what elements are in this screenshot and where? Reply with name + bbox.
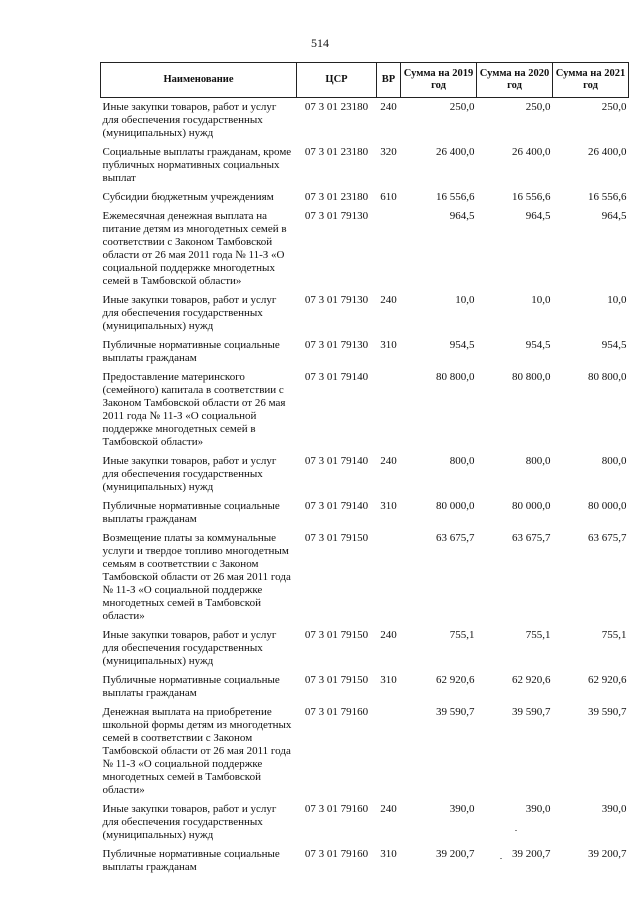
table-row — [101, 497, 629, 529]
row-name-cell: Иные закупки товаров, работ и услуг для обеспечения государственных (муниципальных) нужд — [102, 629, 277, 667]
table-row — [101, 336, 629, 368]
table-row — [101, 143, 629, 188]
row-vr-code-cell: 310 — [380, 848, 397, 860]
row-sum-2020-cell: 80 800,0 — [512, 371, 551, 383]
row-sum-2019-cell: 10,0 — [455, 294, 475, 306]
table-row — [101, 207, 629, 291]
row-sum-2020-cell: 63 675,7 — [512, 532, 551, 544]
row-sum-2019-cell: 755,1 — [449, 629, 475, 641]
table-header-row — [101, 63, 629, 98]
row-name-cell: Публичные нормативные социальные выплаты гражданам — [102, 500, 280, 525]
table-row — [101, 703, 629, 800]
row-name-cell: Иные закупки товаров, работ и услуг для обеспечения государственных (муниципальных) нужд — [102, 294, 277, 332]
table-row — [101, 800, 629, 845]
row-sum-2020-cell: 16 556,6 — [512, 191, 551, 203]
row-csr-code-cell: 07 3 01 23180 — [304, 146, 369, 158]
row-vr-code-cell — [377, 207, 401, 291]
row-csr-code-cell: 07 3 01 23180 — [304, 101, 369, 113]
row-sum-2021-cell: 964,5 — [601, 210, 627, 222]
row-name-cell: Ежемесячная денежная выплата на питание детям из многодетных семей в соответствии с Законом Тамбовской области от 26 мая 2011 года № 11-З «О социальной поддержке многодетных семей в Тамбовской области» — [102, 210, 287, 287]
row-name-cell: Предоставление материнского (семейного) капитала в соответствии с Законом Тамбовской области от 26 мая 2011 года № 11-З «О социальной поддержке многодетных семей в Тамбовской области» — [102, 371, 286, 448]
row-sum-2019-cell: 250,0 — [449, 101, 475, 113]
table-row — [101, 291, 629, 336]
row-csr-code-cell: 07 3 01 79160 — [304, 803, 369, 815]
header-sum-2020: Сумма на 2020 год — [477, 63, 553, 98]
row-sum-2021-cell: 390,0 — [601, 803, 627, 815]
row-csr-code-cell: 07 3 01 79140 — [304, 455, 369, 467]
row-sum-2021-cell: 80 800,0 — [588, 371, 627, 383]
row-sum-2019-cell: 800,0 — [449, 455, 475, 467]
table-row — [101, 188, 629, 207]
row-name-cell: Публичные нормативные социальные выплаты гражданам — [102, 848, 280, 873]
row-sum-2020-cell: 39 200,7 — [512, 848, 551, 860]
header-sum-2021: Сумма на 2021 год — [553, 63, 629, 98]
header-vr: ВР — [377, 63, 401, 98]
row-vr-code-cell — [377, 368, 401, 452]
row-sum-2019-cell: 39 590,7 — [436, 706, 475, 718]
row-vr-code-cell: 240 — [380, 455, 397, 467]
table-row — [101, 368, 629, 452]
row-sum-2019-cell: 954,5 — [449, 339, 475, 351]
row-vr-code-cell: 240 — [380, 101, 397, 113]
row-sum-2020-cell: 80 000,0 — [512, 500, 551, 512]
row-sum-2021-cell: 62 920,6 — [588, 674, 627, 686]
row-sum-2020-cell: 954,5 — [525, 339, 551, 351]
row-name-cell: Иные закупки товаров, работ и услуг для обеспечения государственных (муниципальных) нужд — [102, 101, 277, 139]
row-csr-code-cell: 07 3 01 79160 — [304, 848, 369, 860]
row-csr-code-cell: 07 3 01 79150 — [304, 674, 369, 686]
scan-speck — [515, 830, 517, 831]
row-vr-code-cell: 240 — [380, 294, 397, 306]
row-name-cell: Иные закупки товаров, работ и услуг для обеспечения государственных (муниципальных) нужд — [102, 803, 277, 841]
row-sum-2019-cell: 63 675,7 — [436, 532, 475, 544]
row-sum-2020-cell: 62 920,6 — [512, 674, 551, 686]
row-vr-code-cell: 310 — [380, 339, 397, 351]
row-sum-2019-cell: 39 200,7 — [436, 848, 475, 860]
row-sum-2020-cell: 39 590,7 — [512, 706, 551, 718]
row-sum-2020-cell: 26 400,0 — [512, 146, 551, 158]
row-csr-code-cell: 07 3 01 23180 — [304, 191, 369, 203]
row-sum-2021-cell: 80 000,0 — [588, 500, 627, 512]
row-csr-code-cell: 07 3 01 79150 — [304, 629, 369, 641]
header-csr: ЦСР — [297, 63, 377, 98]
row-csr-code-cell: 07 3 01 79130 — [304, 294, 369, 306]
page-number: 514 — [311, 36, 329, 50]
row-sum-2021-cell: 10,0 — [607, 294, 627, 306]
row-sum-2020-cell: 800,0 — [525, 455, 551, 467]
row-sum-2019-cell: 390,0 — [449, 803, 475, 815]
row-sum-2020-cell: 755,1 — [525, 629, 551, 641]
row-name-cell: Социальные выплаты гражданам, кроме публичных нормативных социальных выплат — [102, 146, 292, 184]
row-sum-2021-cell: 954,5 — [601, 339, 627, 351]
table-row — [101, 845, 629, 877]
row-vr-code-cell — [377, 529, 401, 626]
row-vr-code-cell: 310 — [380, 500, 397, 512]
row-sum-2021-cell: 16 556,6 — [588, 191, 627, 203]
header-sum-2019: Сумма на 2019 год — [401, 63, 477, 98]
table-row — [101, 529, 629, 626]
row-sum-2020-cell: 964,5 — [525, 210, 551, 222]
row-vr-code-cell: 240 — [380, 803, 397, 815]
row-sum-2019-cell: 62 920,6 — [436, 674, 475, 686]
row-csr-code-cell: 07 3 01 79140 — [304, 500, 369, 512]
row-sum-2021-cell: 63 675,7 — [588, 532, 627, 544]
row-sum-2019-cell: 80 800,0 — [436, 371, 475, 383]
row-vr-code-cell — [377, 703, 401, 800]
row-vr-code-cell: 610 — [380, 191, 397, 203]
row-sum-2020-cell: 250,0 — [525, 101, 551, 113]
row-sum-2021-cell: 755,1 — [601, 629, 627, 641]
row-sum-2020-cell: 10,0 — [531, 294, 551, 306]
table-row — [101, 626, 629, 671]
row-csr-code-cell: 07 3 01 79160 — [304, 706, 369, 718]
table-row — [101, 671, 629, 703]
row-sum-2021-cell: 250,0 — [601, 101, 627, 113]
row-name-cell: Публичные нормативные социальные выплаты гражданам — [102, 674, 280, 699]
row-sum-2019-cell: 26 400,0 — [436, 146, 475, 158]
row-name-cell: Возмещение платы за коммунальные услуги и твердое топливо многодетным семьям в соответствии с Законом Тамбовской области от 26 мая 2011 года № 11-З «О социальной поддержке многодетных семей в Тамбовской области» — [102, 532, 291, 622]
row-sum-2020-cell: 390,0 — [525, 803, 551, 815]
row-sum-2019-cell: 16 556,6 — [436, 191, 475, 203]
budget-table — [100, 62, 629, 877]
row-csr-code-cell: 07 3 01 79150 — [304, 532, 369, 544]
row-vr-code-cell: 310 — [380, 674, 397, 686]
row-sum-2021-cell: 39 200,7 — [588, 848, 627, 860]
row-csr-code-cell: 07 3 01 79140 — [304, 371, 369, 383]
table-row — [101, 452, 629, 497]
row-sum-2019-cell: 80 000,0 — [436, 500, 475, 512]
row-name-cell: Публичные нормативные социальные выплаты гражданам — [102, 339, 280, 364]
header-name: Наименование — [101, 63, 297, 98]
row-csr-code-cell: 07 3 01 79130 — [304, 210, 369, 222]
row-sum-2019-cell: 964,5 — [449, 210, 475, 222]
scan-speck — [500, 858, 502, 859]
row-name-cell: Субсидии бюджетным учреждениям — [102, 191, 274, 203]
row-name-cell: Денежная выплата на приобретение школьной формы детям из многодетных семей в соответствии с Законом Тамбовской области от 26 мая 2011 года № 11-З «О социальной поддержке многодетных семей в Тамбовской области» — [102, 706, 292, 796]
row-sum-2021-cell: 39 590,7 — [588, 706, 627, 718]
row-name-cell: Иные закупки товаров, работ и услуг для обеспечения государственных (муниципальных) нужд — [102, 455, 277, 493]
row-sum-2021-cell: 26 400,0 — [588, 146, 627, 158]
row-sum-2021-cell: 800,0 — [601, 455, 627, 467]
row-vr-code-cell: 240 — [380, 629, 397, 641]
row-csr-code-cell: 07 3 01 79130 — [304, 339, 369, 351]
table-row — [101, 98, 629, 144]
row-vr-code-cell: 320 — [380, 146, 397, 158]
